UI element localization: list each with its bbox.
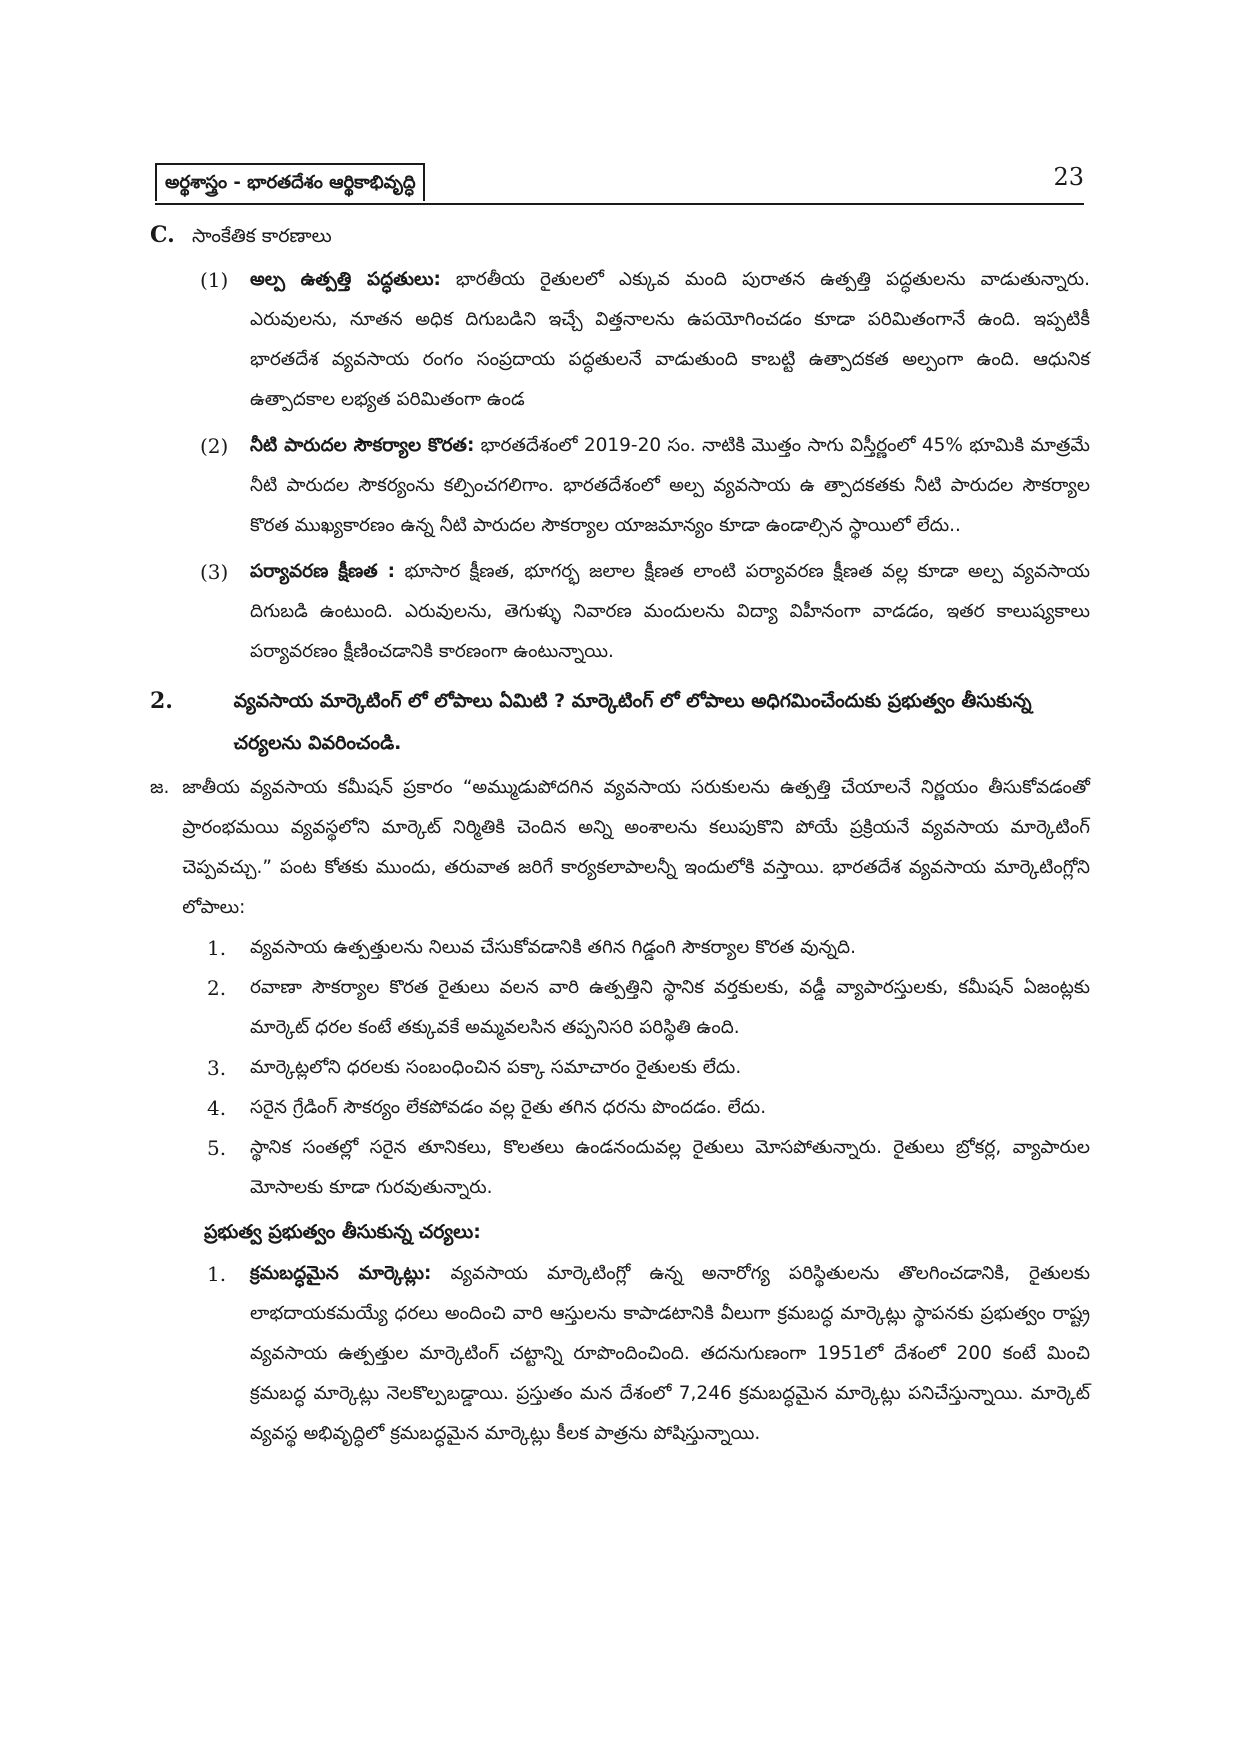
list-text: రవాణా సౌకర్యాల కొరత రైతులు వలన వారి ఉత్పత్తిని స్థానిక వర్తకులకు, వడ్డీ వ్యాపారస్తులకు, కమీషన్ ఏజంట్లకు మార్కెట్ ధరల కంటే తక్కువకే అమ్మవలసిన తప్పనిసరి పరిస్థితి ఉంది. <box>250 977 1090 1038</box>
item-text: భారతదేశంలో 2019-20 సం. నాటికి మొత్తం సాగు విస్తీర్ణంలో 45% భూమికి మాత్రమే నీటి పారుదల సౌకర్యంను కల్పించగలిగాం. భారతదేశంలో అల్ప వ్యవసాయ ఉ త్పాదకతకు నీటి పారుదల సౌకర్యాల కొరత ముఖ్యకారణం ఉన్న నీటి పారుదల సౌకర్యాల యాజమాన్యం కూడా ఉండాల్సిన స్థాయిలో లేదు.. <box>250 435 1090 536</box>
list-text: వ్యవసాయ ఉత్పత్తులను నిలువ చేసుకోవడానికి తగిన గిడ్డంగి సౌకర్యాల కొరత వున్నది. <box>250 937 856 958</box>
list-text: మార్కెట్లలోని ధరలకు సంబంధించిన పక్కా సమాచారం రైతులకు లేదు. <box>250 1057 742 1078</box>
list-number: 5. <box>207 1136 227 1160</box>
cause-item <box>200 426 1090 546</box>
list-number: 1. <box>207 936 227 960</box>
item-text: భూసార క్షీణత, భూగర్భ జలాల క్షీణత లాంటి పర్యావరణ క్షీణత వల్ల కూడా అల్ప వ్యవసాయ దిగుబడి ఉంటుంది. ఎరువులను, తెగుళ్ళు నివారణ మందులను విద్యా విహీనంగా వాడడం, ఇతర కాలుష్యకాలు పర్యావరణం క్షీణించడానికి కారణంగా ఉంటున్నాయి. <box>250 561 1090 662</box>
section-title: సాంకేతిక కారణాలు <box>192 225 332 247</box>
question <box>150 680 1090 764</box>
list-item <box>207 928 1090 968</box>
page-content <box>150 222 1090 1454</box>
section-heading <box>150 222 1090 260</box>
list-number: 4. <box>207 1096 227 1120</box>
item-label: అల్ప ఉత్పత్తి పద్ధతులు: <box>250 269 441 290</box>
answer-text: జాతీయ వ్యవసాయ కమీషన్ ప్రకారం “అమ్ముడుపోదగిన వ్యవసాయ సరుకులను ఉత్పత్తి చేయాలనే నిర్ణయం తీసుకోవడంతో ప్రారంభమయి వ్యవస్థలోని మార్కెట్ నిర్మితికి చెందిన అన్ని అంశాలను కలుపుకొని పోయే ప్రక్రియనే వ్యవసాయ మార్కెటింగ్ చెప్పవచ్చు.” పంట కోతకు ముందు, తరువాత జరిగే కార్యకలాపాలన్నీ ఇందులోకి వస్తాయి. భారతదేశ వ్యవసాయ మార్కెటింగ్లోని లోపాలు: <box>182 777 1090 918</box>
item-label: క్రమబద్ధమైన మార్కెట్లు: <box>250 1263 432 1284</box>
question-text: వ్యవసాయ మార్కెటింగ్ లో లోపాలు ఏమిటి ? మార్కెటింగ్ లో లోపాలు అధిగమించేందుకు ప్రభుత్వం తీసుకున్న చర్యలను వివరించండి. <box>233 690 1032 754</box>
answer-marker: జ. <box>150 777 170 798</box>
list-item <box>207 1128 1090 1208</box>
cause-item <box>200 552 1090 672</box>
list-item <box>207 1048 1090 1088</box>
list-number: 1. <box>207 1262 227 1286</box>
item-text: భారతీయ రైతులలో ఎక్కువ మంది పురాతన ఉత్పత్తి పద్ధతులను వాడుతున్నారు. ఎరువులను, నూతన అధిక దిగుబడిని ఇచ్చే విత్తనాలను ఉపయోగించడం కూడా పరిమితంగానే ఉంది. ఇప్పటికీ భారతదేశ వ్యవసాయ రంగం సంప్రదాయ పద్ధతులనే వాడుతుంది కాబట్టి ఉత్పాదకత అల్పంగా ఉంది. ఆధునిక ఉత్పాదకాల లభ్యత పరిమితంగా ఉండ <box>250 269 1091 410</box>
question-number: 2. <box>150 688 173 714</box>
list-number: 2. <box>207 976 227 1000</box>
list-item <box>207 968 1090 1048</box>
item-number: (1) <box>200 268 229 292</box>
list-number: 3. <box>207 1056 227 1080</box>
running-header <box>155 163 1084 205</box>
list-text: సరైన గ్రేడింగ్ సౌకర్యం లేకపోవడం వల్ల రైతు తగిన ధరను పొందడం. లేదు. <box>250 1097 767 1118</box>
list-item <box>207 1088 1090 1128</box>
cause-item <box>200 260 1090 420</box>
list-item <box>207 1254 1090 1454</box>
book-title: అర్థశాస్త్రం - భారతదేశం ఆర్థికాభివృద్ధి <box>155 163 425 201</box>
list-text: స్థానిక సంతల్లో సరైన తూనికలు, కొలతలు ఉండనందువల్ల రైతులు మోసపోతున్నారు. రైతులు బ్రోకర్ల, వ్యాపారుల మోసాలకు కూడా గురవుతున్నారు. <box>250 1137 1090 1198</box>
item-number: (3) <box>200 560 229 584</box>
item-number: (2) <box>200 434 229 458</box>
page-number: 23 <box>1053 163 1084 191</box>
answer <box>150 768 1090 928</box>
section-letter: C. <box>150 222 175 248</box>
measures-heading: ప్రభుత్వ ప్రభుత్వం తీసుకున్న చర్యలు: <box>204 1221 481 1243</box>
item-text: వ్యవసాయ మార్కెటింగ్లో ఉన్న అనారోగ్య పరిస్థితులను తొలగించడానికి, రైతులకు లాభదాయకమయ్యే ధరలు అందించి వారి ఆస్తులను కాపాడటానికి వీలుగా క్రమబద్ధ మార్కెట్లు స్థాపనకు ప్రభుత్వం రాష్ట్ర వ్యవసాయ ఉత్పత్తుల మార్కెటింగ్ చట్టాన్ని రూపొందించింది. తదనుగుణంగా 1951లో దేశంలో 200 కంటే మించి క్రమబద్ధ మార్కెట్లు నెలకొల్పబడ్డాయి. ప్రస్తుతం మన దేశంలో 7,246 క్రమబద్ధమైన మార్కెట్లు పనిచేస్తున్నాయి. మార్కెట్ వ్యవస్థ అభివృద్ధిలో క్రమబద్ధమైన మార్కెట్లు కీలక పాత్రను పోషిస్తున్నాయి. <box>250 1263 1090 1444</box>
item-label: పర్యావరణ క్షీణత : <box>250 561 396 582</box>
item-label: నీటి పారుదల సౌకర్యాల కొరత: <box>250 435 475 456</box>
